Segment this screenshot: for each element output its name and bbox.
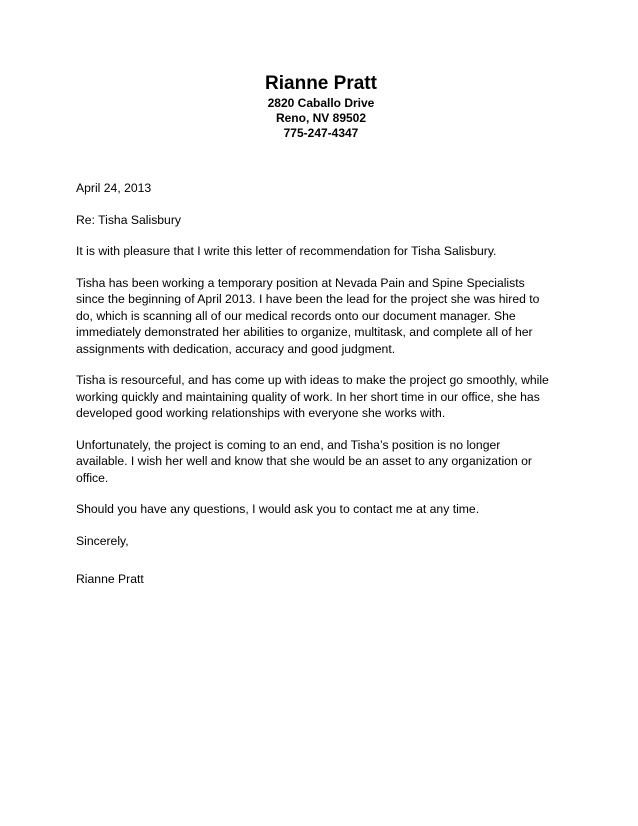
paragraph-3-line: office. <box>76 470 109 485</box>
letter-intro: It is with pleasure that I write this letter of recommendation for Tisha Salisbury. <box>76 244 497 258</box>
paragraph-3 <box>76 437 576 487</box>
paragraph-1-line: immediately demonstrated her abilities to organize, multitask, and complete all of her <box>76 325 533 339</box>
letter-date: April 24, 2013 <box>76 181 152 195</box>
paragraph-1-line: do, which is scanning all of our medical records onto our document manager. She <box>76 308 516 323</box>
letter-signature: Rianne Pratt <box>76 572 144 586</box>
letter-body <box>76 180 576 588</box>
paragraph-4: Should you have any questions, I would ask you to contact me at any time. <box>76 502 480 516</box>
paragraph-2-line: developed good working relationships with everyone she works with. <box>76 406 446 420</box>
paragraph-1-line: since the beginning of April 2013. I have been the lead for the project she was hired to <box>76 292 540 306</box>
letter-subject: Re: Tisha Salisbury <box>76 212 181 227</box>
paragraph-1-line: assignments with dedication, accuracy and good judgment. <box>76 341 396 356</box>
sender-address-line2: Reno, NV 89502 <box>275 111 367 125</box>
paragraph-1-line: Tisha has been working a temporary position at Nevada Pain and Spine Specialists <box>76 275 525 290</box>
paragraph-1 <box>76 275 576 358</box>
paragraph-2-line: Tisha is resourceful, and has come up with ideas to make the project go smoothly, while <box>76 373 549 387</box>
paragraph-2 <box>76 372 576 422</box>
letterhead <box>0 72 638 141</box>
sender-phone: 775-247-4347 <box>283 126 359 140</box>
paragraph-3-line: available. I wish her well and know that she would be an asset to any organization or <box>76 454 532 468</box>
sender-address-line1: 2820 Caballo Drive <box>267 96 375 110</box>
sender-name: Rianne Pratt <box>265 73 377 94</box>
letter-closing: Sincerely, <box>76 533 129 548</box>
paragraph-3-line: Unfortunately, the project is coming to an end, and Tisha’s position is no longer <box>76 437 501 452</box>
paragraph-2-line: working quickly and maintaining quality of work. In her short time in our office, she has <box>76 389 540 404</box>
